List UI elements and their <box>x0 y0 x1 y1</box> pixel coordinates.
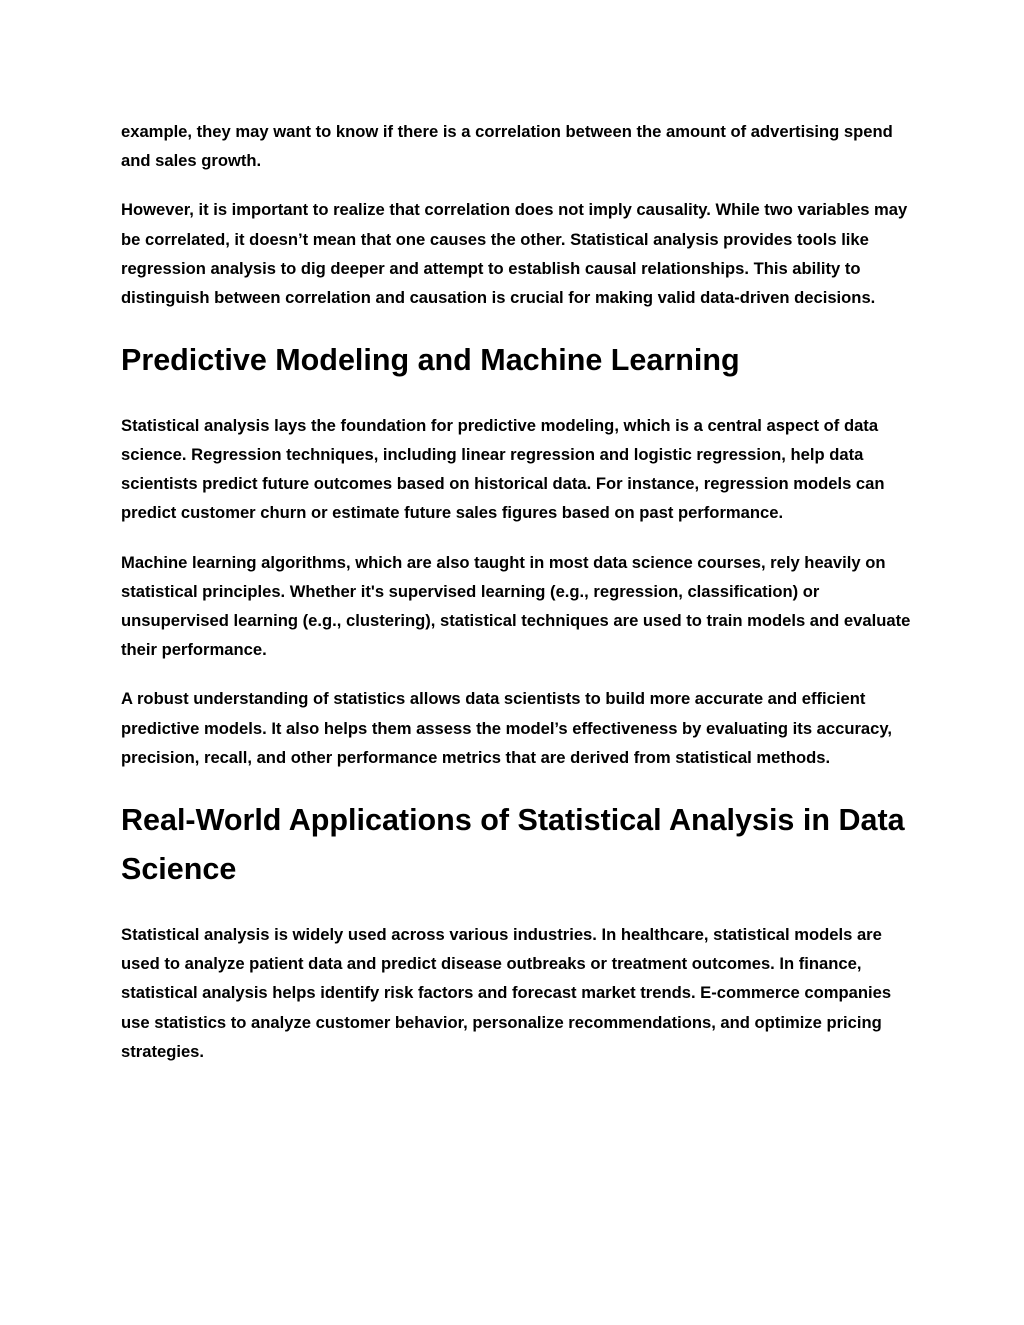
paragraph-correlation-example: example, they may want to know if there is a correlation between the amount of advertising spend and sales growth. <box>121 122 893 171</box>
paragraph-predictive-modeling: Statistical analysis lays the foundation for predictive modeling, which is a central aspect of data science. Regression techniques, including linear regression and logistic regression, help data scientists predict future outcomes based on historical data. For instance, regression models can predict customer churn or estimate future sales figures based on past performance. <box>121 415 885 523</box>
heading-predictive-modeling: Predictive Modeling and Machine Learning <box>121 343 740 378</box>
heading-real-world-applications: Real-World Applications of Statistical Analysis in Data Science <box>121 802 905 887</box>
document-page <box>121 117 911 1066</box>
paragraph-industry-applications: Statistical analysis is widely used across various industries. In healthcare, statistical models are used to analyze patient data and predict disease outbreaks or treatment outcomes. In finance, statistical analysis helps identify risk factors and forecast market trends. E-commerce companies use statistics to analyze customer behavior, personalize recommendations, and optimize pricing strategies. <box>121 924 892 1061</box>
paragraph-robust-understanding: A robust understanding of statistics allows data scientists to build more accurate and efficient predictive models. It also helps them assess the model’s effectiveness by evaluating its accuracy, precision, recall, and other performance metrics that are derived from statistical methods. <box>121 689 893 767</box>
paragraph-correlation-causality: However, it is important to realize that correlation does not imply causality. While two variables may be correlated, it doesn’t mean that one causes the other. Statistical analysis provides tools like regression analysis to dig deeper and attempt to establish causal relationships. This ability to distinguish between correlation and causation is crucial for making valid data-driven decisions. <box>121 200 908 308</box>
paragraph-machine-learning: Machine learning algorithms, which are also taught in most data science courses, rely heavily on statistical principles. Whether it's supervised learning (e.g., regression, classification) or unsupervised learning (e.g., clustering), statistical techniques are used to train models and evaluate their performance. <box>121 552 911 660</box>
